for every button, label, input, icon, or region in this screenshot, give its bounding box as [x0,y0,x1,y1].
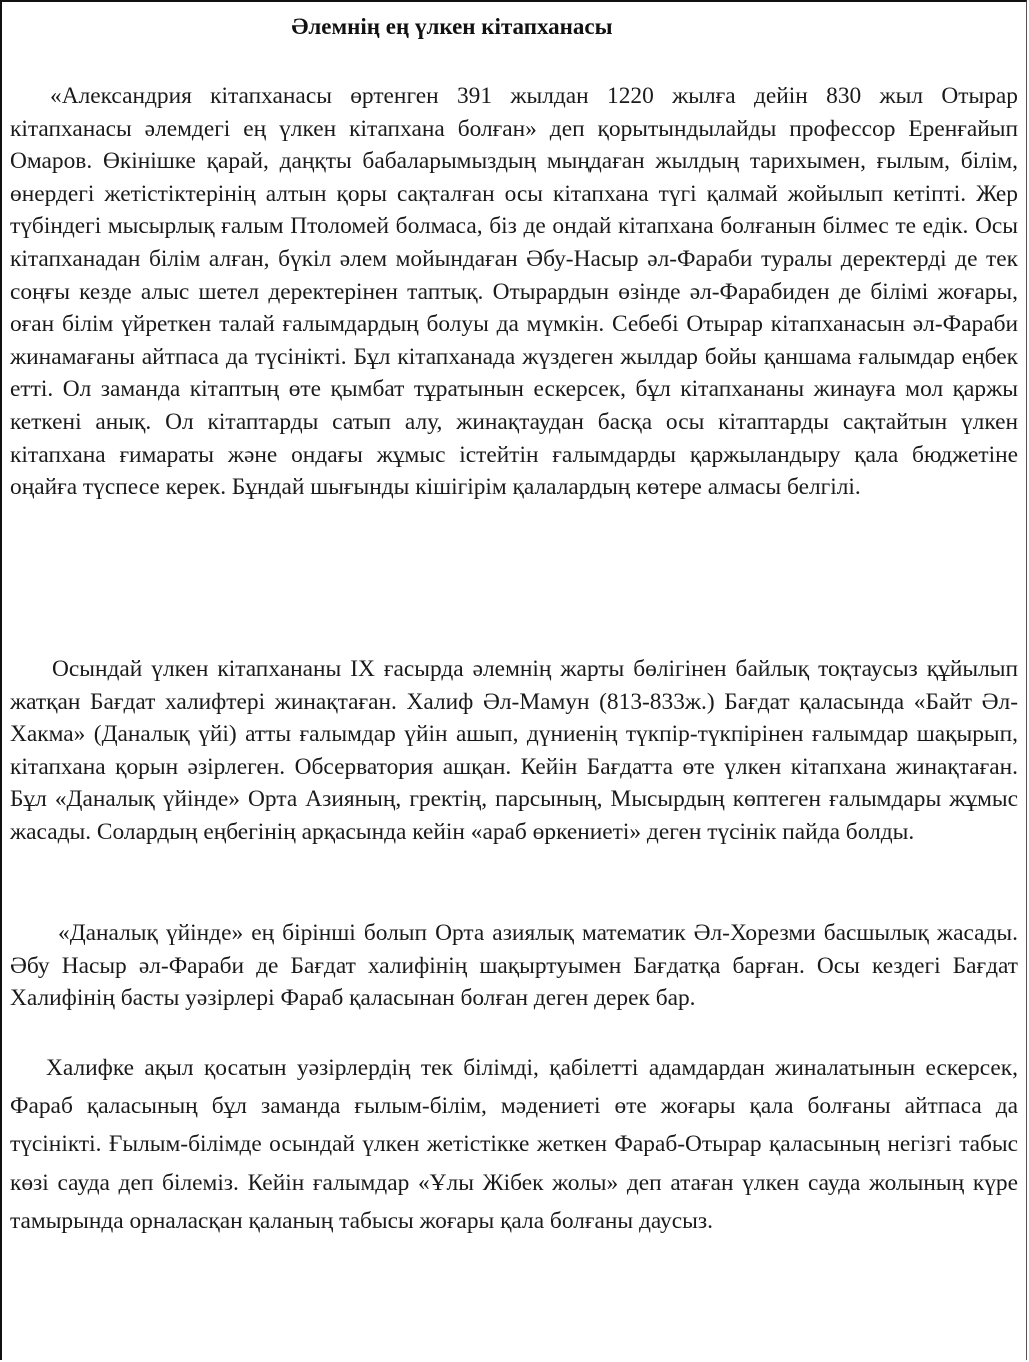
paragraph-4: Халифке ақыл қосатын уәзірлердің тек білімді, қабілетті адамдардан жиналатынын ескерсек, Фараб қаласының бұл заманда ғылым-білім, мәдениеті өте жоғары қала болғаны айтпаса да түсінікті. Ғылым-білімде осындай үлкен жетістікке жеткен Фараб-Отырар қаласының негізгі табыс көзі сауда деп білеміз. Кейін ғалымдар «Ұлы Жібек жолы» деп атаған үлкен сауда жолының күре тамырында орналасқан қаланың табысы жоғары қала болғаны даусыз. [10,1055,1018,1234]
paragraph-1: «Александрия кітапханасы өртенген 391 жылдан 1220 жылға дейін 830 жыл Отырар кітапханасы әлемдегі ең үлкен кітапхана болған» деп қорытындылайды профессор Еренғайып Омаров. Өкінішке қарай, даңқты бабаларымыздың мыңдаған жылдың тарихымен, ғылым, білім, өнердегі жетістіктерінің алтын қоры сақталған осы кітапхана түгі қалмай жойылып кетіпті. Жер түбіндегі мысырлық ғалым Птоломей болмаса, біз де ондай кітапхана болғанын білмес те едік. Осы кітапханадан білім алған, бүкіл әлем мойындаған Әбу-Насыр әл-Фараби туралы деректерді де тек соңғы кезде алыс шетел деректерінен таптық. Отырардын өзінде әл-Фарабиден де білімі жоғары, оған білім үйреткен талай ғалымдардың болуы да мүмкін. Себебі Отырар кітапханасын әл-Фараби жинамағаны айтпаса да түсінікті. Бұл кітапханада жүздеген жылдар бойы қаншама ғалымдар еңбек етті. Ол заманда кітаптың өте қымбат тұратынын ескерсек, бұл кітапхананы жинауға мол қаржы кеткені анық. Ол кітаптарды сатып алу, жинақтаудан басқа осы кітаптарды сақтайтын үлкен кітапхана ғимараты және ондағы жұмыс істейтін ғалымдарды қаржыландыру қала бюджетіне оңайға түспесе керек. Бұндай шығынды кішігірім қалалардың көтере алмасы белгілі. [10,83,1018,501]
document-title: Әлемнің ең үлкен кітапханасы [291,14,613,39]
paragraph-3: «Даналық үйінде» ең бірінші болып Орта азиялық математик Әл-Хорезми басшылық жасады. Әбу Насыр әл-Фараби де Бағдат халифінің шақыртуымен Бағдатқа барған. Осы кездегі Бағдат Халифінің басты уәзірлері Фараб қаласынан болған деген дерек бар. [10,920,1018,1012]
paragraph-2: Осындай үлкен кітапхананы IX ғасырда әлемнің жарты бөлігінен байлық тоқтаусыз құйылып жатқан Бағдат халифтері жинақтаған. Халиф Әл-Мамун (813-833ж.) Бағдат қаласында «Байт Әл-Хакма» (Даналық үйі) атты ғалымдар үйін ашып, дүниенің түкпір-түкпірінен ғалымдар шақырып, кітапхана қорын әзірлеген. Обсерватория ашқан. Кейін Бағдатта өте үлкен кітапхана жинақтаған. Бұл «Даналық үйінде» Орта Азияның, гректің, парсының, Мысырдың көптеген ғалымдары жұмыс жасады. Солардың еңбегінің арқасында кейін «араб өркениеті» деген түсінік пайда болды. [10,656,1018,845]
